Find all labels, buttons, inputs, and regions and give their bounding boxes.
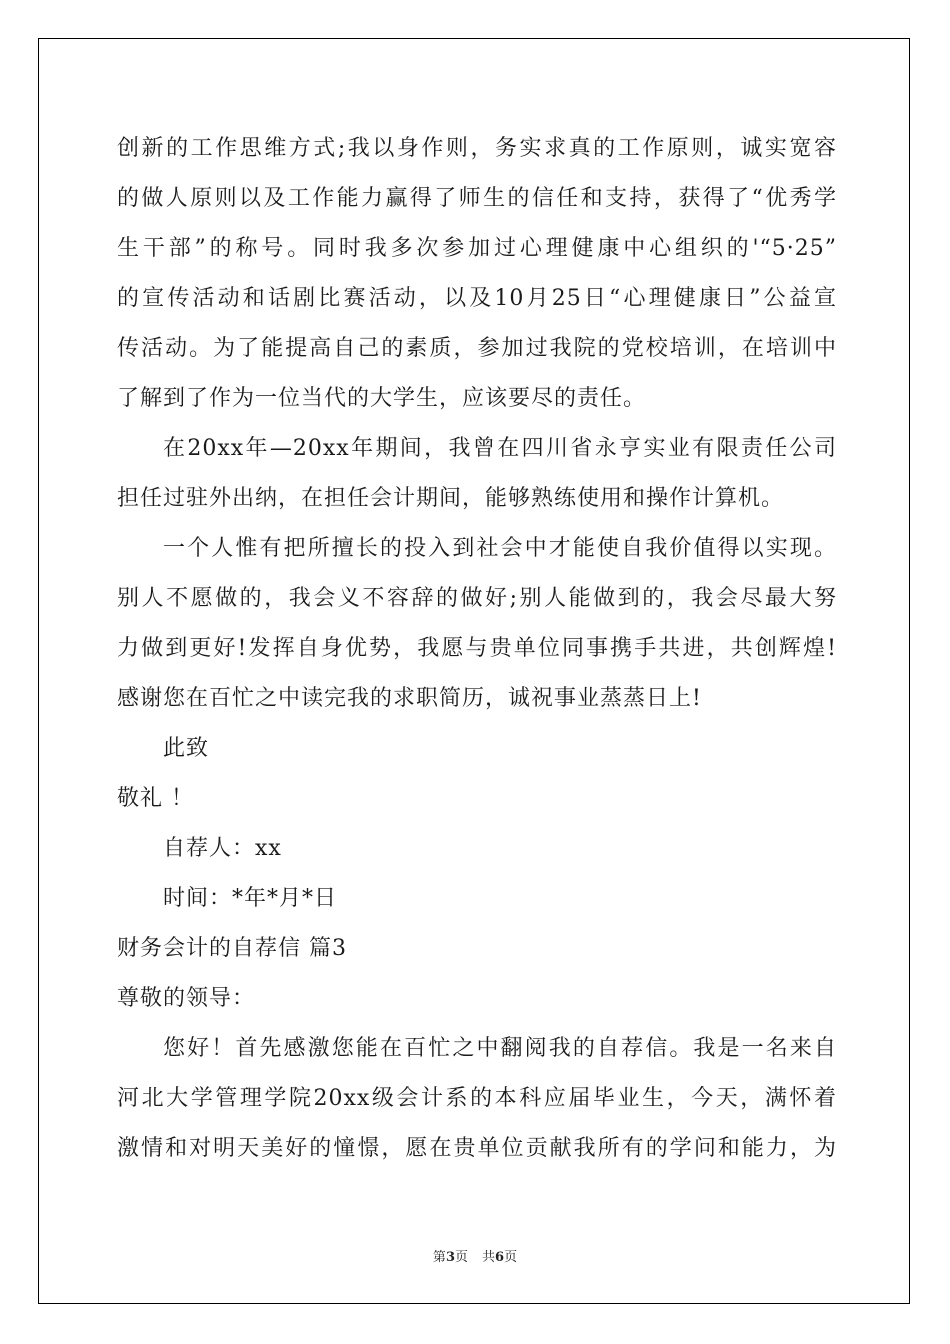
document-body (117, 124, 837, 1174)
text-line: 河北大学管理学院20xx级会计系的本科应届毕业生，今天，满怀着 (117, 1086, 837, 1111)
signature-line: 自荐人：xx (163, 836, 282, 861)
current-page-number: 3 (445, 1250, 455, 1265)
page-suffix: 页 (454, 1250, 468, 1265)
total-suffix: 页 (504, 1250, 518, 1265)
page-prefix: 第 (432, 1250, 446, 1265)
closing-salutation: 此致 (163, 736, 210, 761)
text-line: 感谢您在百忙之中读完我的求职简历，诚祝事业蒸蒸日上! (117, 686, 702, 711)
total-page-number: 6 (495, 1250, 505, 1265)
text-line: 别人不愿做的，我会义不容辞的做好;别人能做到的，我会尽最大努 (117, 586, 837, 611)
text-line: 传活动。为了能提高自己的素质，参加过我院的党校培训，在培训中 (117, 336, 837, 361)
date-line: 时间：*年*月*日 (163, 886, 338, 911)
text-line: 了解到了作为一位当代的大学生，应该要尽的责任。 (117, 386, 647, 411)
text-line: 担任过驻外出纳，在担任会计期间，能够熟练使用和操作计算机。 (117, 486, 785, 511)
text-line: 激情和对明天美好的憧憬，愿在贵单位贡献我所有的学问和能力，为 (117, 1136, 837, 1161)
page-footer (0, 1246, 950, 1265)
text-line: 一个人惟有把所擅长的投入到社会中才能使自我价值得以实现。 (163, 536, 837, 561)
text-line: 您好！首先感激您能在百忙之中翻阅我的自荐信。我是一名来自 (163, 1036, 837, 1061)
text-line: 在20xx年—20xx年期间，我曾在四川省永亨实业有限责任公司 (163, 436, 837, 461)
text-line: 创新的工作思维方式;我以身作则，务实求真的工作原则，诚实宽容 (117, 136, 837, 161)
text-line: 的做人原则以及工作能力赢得了师生的信任和支持，获得了“优秀学 (117, 186, 837, 211)
total-prefix: 共 (482, 1250, 496, 1265)
text-line: 的宣传活动和话剧比赛活动，以及10月25日“心理健康日”公益宣 (117, 286, 837, 311)
text-line: 力做到更好!发挥自身优势，我愿与贵单位同事携手共进，共创辉煌! (117, 636, 837, 661)
section-title: 财务会计的自荐信 篇3 (117, 936, 347, 961)
greeting: 尊敬的领导： (117, 986, 256, 1011)
text-line: 生干部”的称号。同时我多次参加过心理健康中心组织的'“5·25” (117, 236, 837, 261)
closing-regards: 敬礼 ！ (117, 786, 194, 811)
